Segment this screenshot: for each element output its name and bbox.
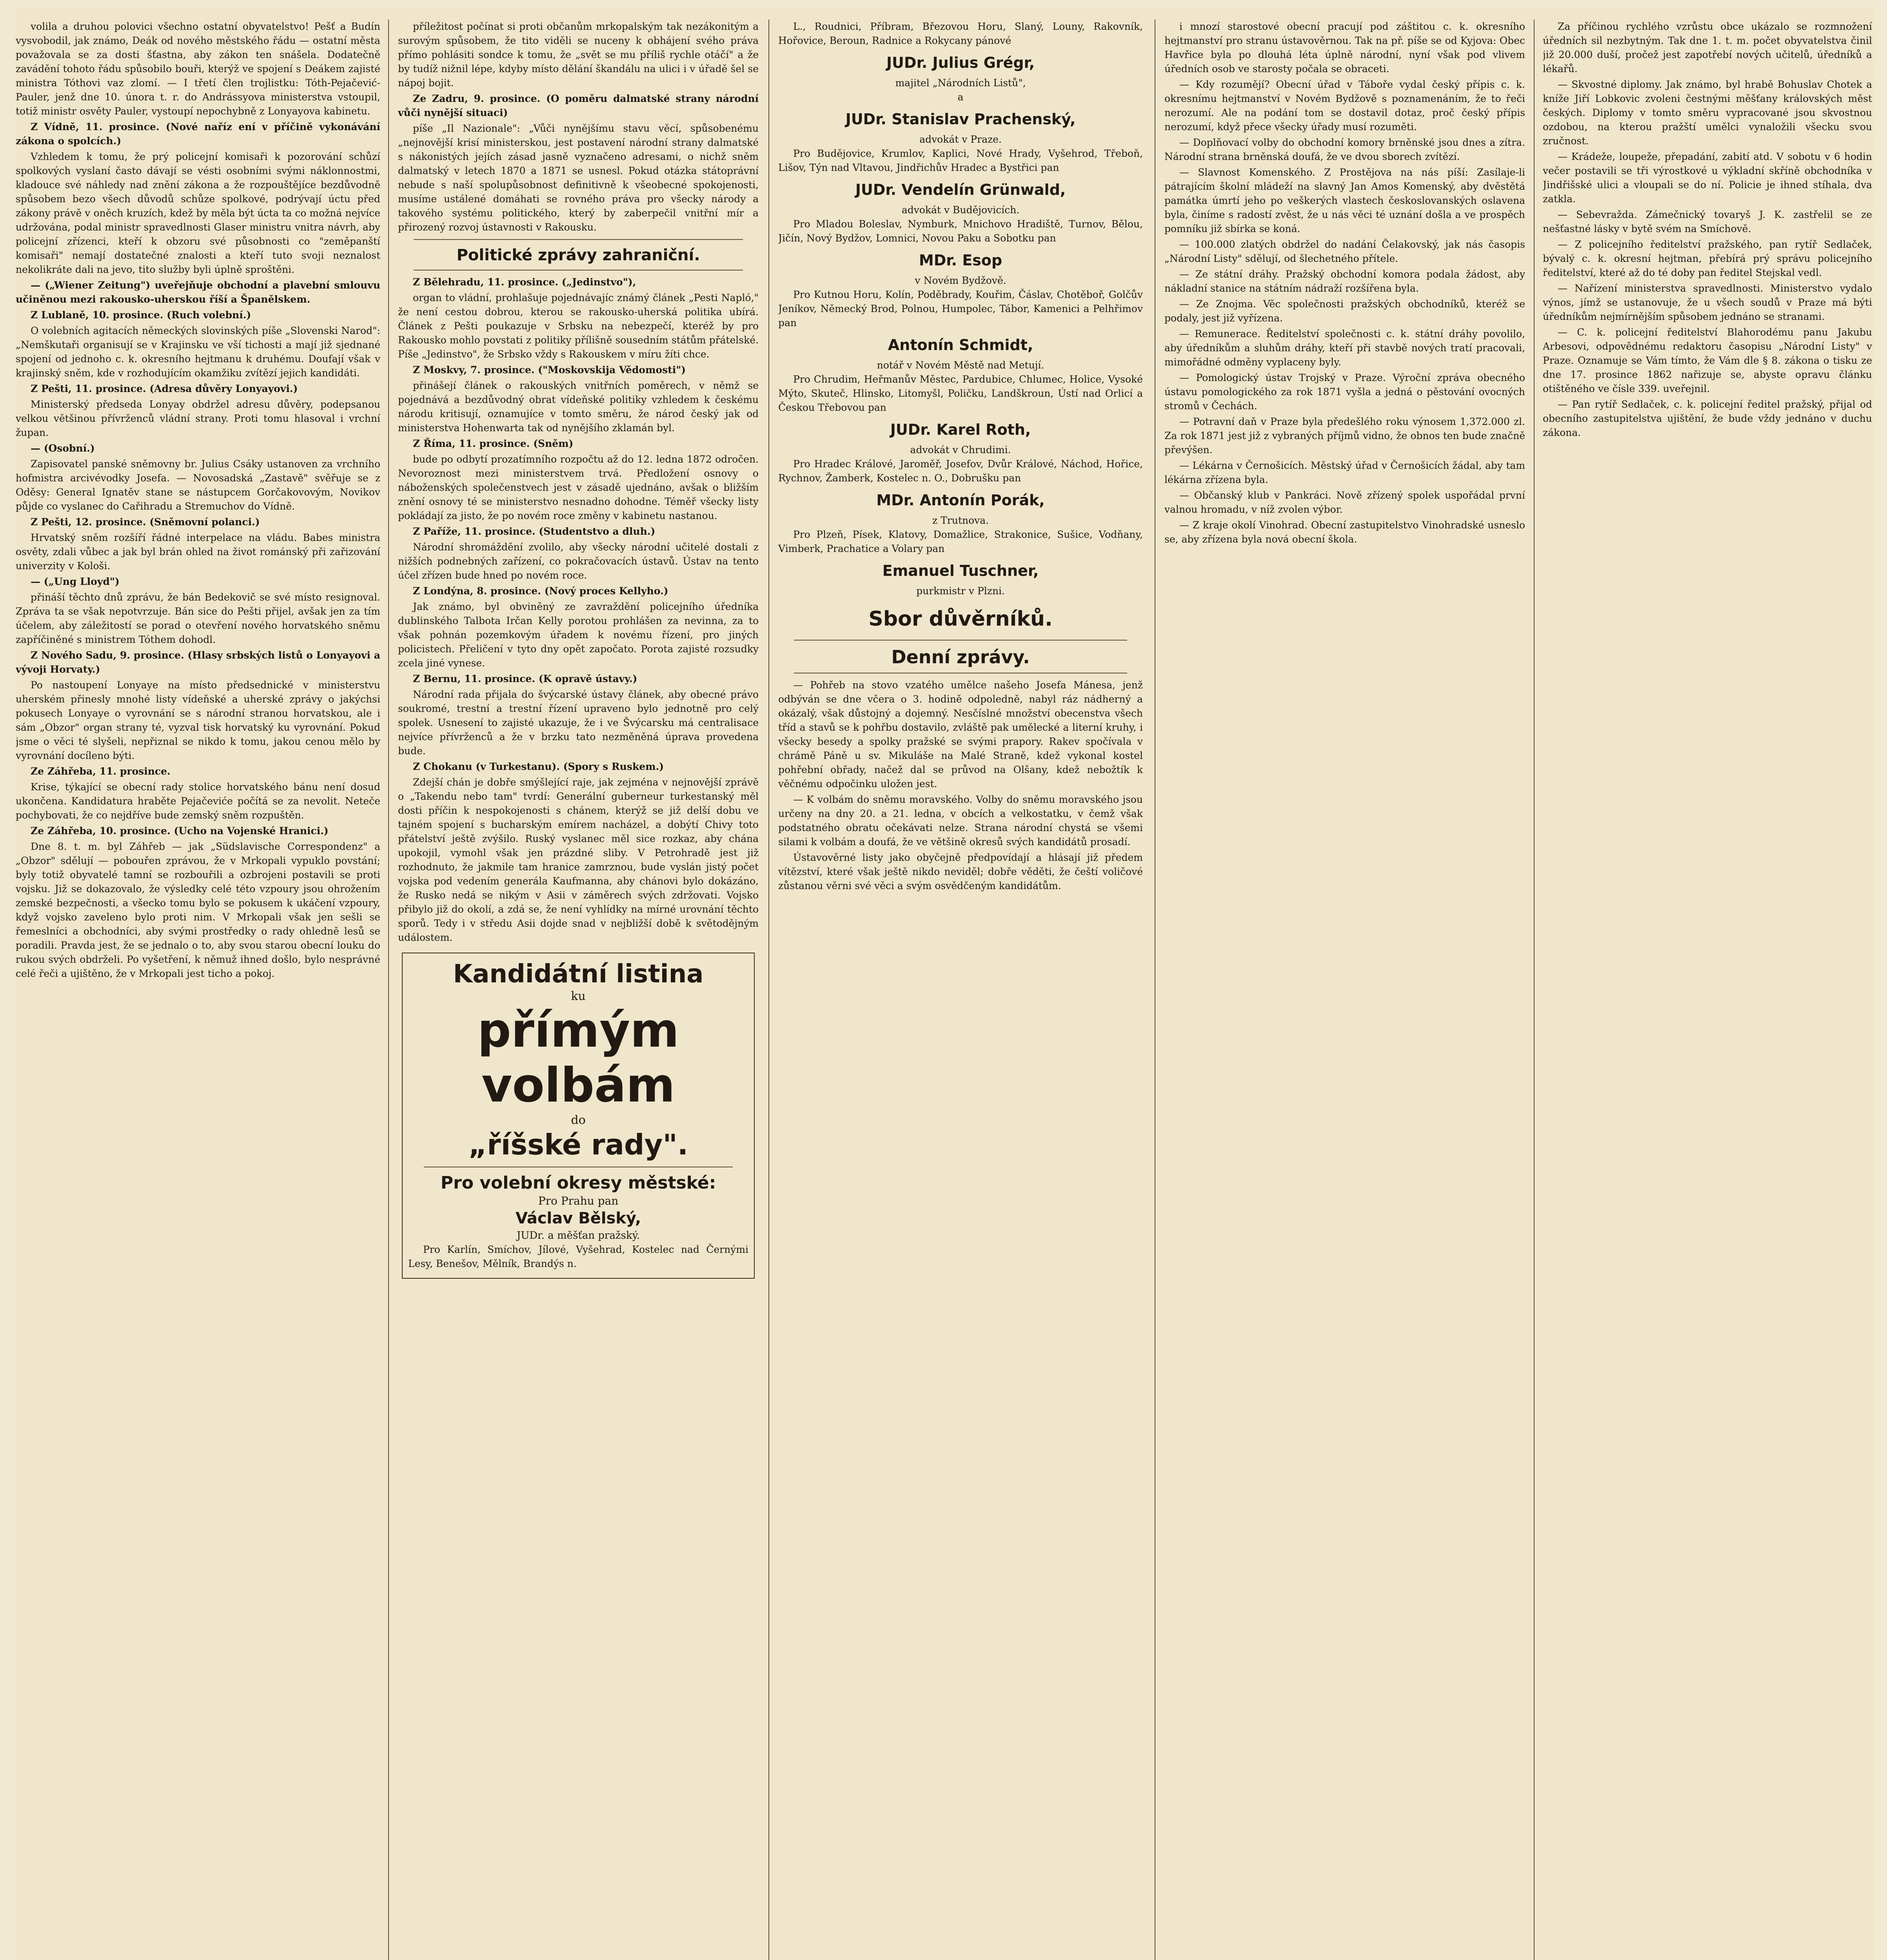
article-paragraph: — Doplňovací volby do obchodní komory brněnské jsou dnes a zítra. Národní strana brněnská doufá, že ve dvou sborech zvítězí. xyxy=(1164,137,1525,162)
article-heading: Z Pešti, 11. prosince. (Adresa důvěry Lonyayovi.) xyxy=(31,383,298,394)
candidate-list-headline: přímým volbám xyxy=(477,1004,679,1113)
candidate-title: advokát v Praze. xyxy=(919,134,1002,145)
candidate-districts: L., Roudnici, Příbram, Březovou Horu, Slaný, Louny, Rakovník, Hořovice, Beroun, Radnice a Rokycany pánové xyxy=(778,21,1143,46)
article-paragraph: příležitost počínat si proti občanům mrkopalským tak nezákonitým a surovým spůsobem, že tito viděli se nuceny k obhájení svého práva přímo pohlásiti sondce k tomu, že „svět se mu příliš rychle otáčí" a že by tudíž nižnil lépe, kdyby místo dělání škandálu na ulici i v úřadě šel se nápoj bojit. xyxy=(398,21,759,89)
candidate-list-ku: ku xyxy=(571,989,586,1003)
candidate-name: JUDr. Karel Roth, xyxy=(890,421,1031,438)
candidate-districts: Pro Chrudim, Heřmanův Městec, Pardubice, Chlumec, Holice, Vysoké Mýto, Skuteč, Hlinsko, Litomyšl, Poličku, Landškroun, Ústí nad Orlicí a Českou Třebovou pan xyxy=(778,374,1143,413)
article-paragraph: Ústavověrné listy jako obyčejně předpovídají a hlásají již předem vítězství, které však ještě nikdo neviděl; dobře věděti, že čeští voličové zůstanou věrni své věci a svým osvědčeným kandidátům. xyxy=(778,852,1143,891)
divider xyxy=(794,640,1127,641)
article-heading: Z Chokanu (v Turkestanu). (Spory s Ruskem.) xyxy=(413,761,664,772)
article-paragraph: — Pan rytíř Sedlaček, c. k. policejní ředitel pražský, přijal od obecního zastupitelstva ujištění, že bude vždy jednáno v duchu zákona. xyxy=(1543,399,1872,438)
article-paragraph: Ministerský předseda Lonyay obdržel adresu důvěry, podepsanou velkou většinou přívrženců vládní strany. Proti tomu hlasoval i vrchní župan. xyxy=(16,399,380,438)
article-paragraph: — K volbám do sněmu moravského. Volby do sněmu moravského jsou určeny na dny 20. a 21. ledna, v obcích a velkostatku, v čemž však podstatného obratu očekávati nelze. Strana národní chystá se všemi silami k volbám a doufá, že ve většině okresů svých kandidátů prosadí. xyxy=(778,794,1143,848)
candidate-districts: Pro Kutnou Horu, Kolín, Poděbrady, Kouřim, Čáslav, Chotěboř, Golčův Jeníkov, Německý Brod, Polnou, Humpolec, Tábor, Kamenici a Pelhřimov pan xyxy=(778,289,1143,328)
article-paragraph: — Nařízení ministerstva spravedlnosti. Ministerstvo vydalo výnos, jímž se ustanovuje, že u všech soudů v Praze má býti úředníkům nejmírnějším spůsobem jednáno se stranami. xyxy=(1543,283,1872,322)
candidate-list-do: do xyxy=(571,1113,586,1127)
candidate-name: JUDr. Stanislav Prachenský, xyxy=(845,111,1076,128)
article-paragraph: Zapisovatel panské sněmovny br. Julius Csáky ustanoven za vrchního hofmistra arcivévodky Josefa. — Novosadská „Zastavě" svěřuje se z Oděsy: General Ignatěv stane se nástupcem Gorčakovovým, Novikov půjde co vyslanec do Cařihradu a Stremuchov do Vídně. xyxy=(16,458,380,512)
article-paragraph: — Slavnost Komenského. Z Prostějova na nás píší: Zasílaje-li pátrajícím školní mládeží na slavný Jan Amos Komenský, aby dvěstětá památka úmrtí jeho po veškerých vlastech českoslovanských oslavena byla, činíme s radostí zvěst, že u nás věci té uznání došla a ve prospěch pomníku již sbírka se koná. xyxy=(1164,167,1525,234)
candidate-districts: Pro Hradec Králové, Jaroměř, Josefov, Dvůr Králové, Náchod, Hořice, Rychnov, Žamberk, Kostelec n. O., Dobrušku pan xyxy=(778,458,1143,484)
candidate-districts: Pro Mladou Boleslav, Nymburk, Mnichovo Hradiště, Turnov, Bělou, Jičín, Nový Bydžov, Lomnici, Novou Paku a Sobotku pan xyxy=(778,218,1143,244)
article-paragraph: Za příčinou rychlého vzrůstu obce ukázalo se rozmnožení úředních sil nezbytným. Tak dne 1. t. m. počet obyvatelstva činil již 20.000 duší, pročež jest zapotřebí nových učitelů, úředníků a lékařů. xyxy=(1543,21,1872,74)
candidate-districts: Pro Budějovice, Krumlov, Kaplici, Nové Hrady, Vyšehrod, Třeboň, Lišov, Týn nad Vltavou, Jindřichův Hradec a Bystřici pan xyxy=(778,148,1143,173)
candidate-districts: Pro Plzeň, Písek, Klatovy, Domažlice, Strakonice, Sušice, Vodňany, Vimberk, Prachatice a Volary pan xyxy=(778,529,1143,554)
article-paragraph: — 100.000 zlatých obdržel do nadání Čelakovský, jak nás časopis „Národní Listy" sdělují, od šlechetného přítele. xyxy=(1164,239,1525,264)
article-paragraph: — Potravní daň v Praze byla předešlého roku výnosem 1,372.000 zl. Za rok 1871 jest již z vybraných příjmů vidno, že obnos ten bude značně převýšen. xyxy=(1164,416,1525,456)
article-paragraph: — Z policejního ředitelství pražského, pan rytíř Sedlaček, bývalý c. k. okresní hejtman, přebírá prý správu policejního ředitelství, které až do té doby pan ředitel Stejskal vedl. xyxy=(1543,239,1872,278)
article-paragraph: přinášejí článek o rakouských vnitřních poměrech, v němž se pojednává a bezdůvodný obrat vídeňské politiky vzhledem k českému národu kritisují, oznamujíce v tomto směru, že národ český jak od ministerstva Hohenwarta tak od nynějšího zklamán byl. xyxy=(398,380,759,434)
article-heading: Z Nového Sadu, 9. prosince. (Hlasy srbských listů o Lonyayovi a vývoji Horvaty.) xyxy=(16,650,380,675)
candidate-title: purkmistr v Plzni. xyxy=(916,585,1005,597)
article-paragraph: volila a druhou polovici všechno ostatní obyvatelstvo! Pešť a Budín vysvobodil, jak známo, Deák od nového městského řádu — ostatní města považovala se za dosti šťastna, aby zákon ten snášela. Dodatečně zavádění tohoto řádu spůsobilo bouři, kterýž ve spojení s Deákem zajisté ministra Tóthovi vaz zlomí. — I třetí člen trojlistku: Tóth-Pejačević-Pauler, jenž dne 10. února t. r. do Andrássyova ministerstva vstoupil, totiž ministr osvěty Pauler, vystoupí nepochybně z Lonyayova kabinetu. xyxy=(16,21,380,117)
article-paragraph: — Remunerace. Ředitelství společnosti c. k. státní dráhy povolilo, aby úředníkům a sluhům dráhy, kteří při stavbě nových tratí pracovali, mimořádné odměny vyplaceny byly. xyxy=(1164,328,1525,368)
article-paragraph: Po nastoupení Lonyaye na místo předsednické v ministerstvu uherském přinesly mnohé listy vídeňské a uherské zprávy o jakýchsi pokusech Lonyaye o vyrovnání se s národní stranou horvatskou, ale i sám „Obzor" organ strany té, vyzval tisk horvatský ku vyrovnání. Pokud jsme o věci té slyšeli, nepřiznal se nikdo k tomu, jakou cenou mělo by vyrovnání docíleno býti. xyxy=(16,679,380,761)
article-heading: Z Vídně, 11. prosince. (Nové naříz ení v příčině vykonávání zákona o spolcích.) xyxy=(16,121,380,147)
candidate-title: majitel „Národních Listů", xyxy=(895,77,1026,89)
article-paragraph: — Skvostné diplomy. Jak známo, byl hrabě Bohuslav Chotek a kníže Jiří Lobkovic zvoleni čestnými měšťany královských měst českých. Diplomy v tomto směru vypracované jsou skvostnou ozdobou, na kterou pražští umělci vynaložili všecku svou zručnost. xyxy=(1543,79,1872,147)
article-paragraph: — Pomologický ústav Trojský v Praze. Výroční zpráva obecného ústavu pomologického za rok 1871 vyšla a jedná o pěstování ovocných stromů v Čechách. xyxy=(1164,372,1525,412)
article-paragraph: — Lékárna v Černošicích. Městský úřad v Černošicích žádal, aby tam lékárna zřízena byla. xyxy=(1164,460,1525,485)
article-paragraph: — Krádeže, loupeže, přepadání, zabití atd. V sobotu v 6 hodin večer postavili se tři výrostkové u výkladní skříně obchodníka v Jindřišské ulici a vloupali se do ní. Policie je ihned stíhala, dva zatkla. xyxy=(1543,151,1872,205)
candidate-list-subtitle: Pro volební okresy městské: xyxy=(440,1173,716,1193)
candidate-title: z Trutnova. xyxy=(932,515,989,526)
article-paragraph: — Občanský klub v Pankráci. Nově zřízený spolek uspořádal první valnou hromadu, v níž zvolen výbor. xyxy=(1164,490,1525,515)
column-4 xyxy=(1164,20,1525,1960)
article-paragraph: přináší těchto dnů zprávu, že bán Bedekovič se své místo resignoval. Zpráva ta se však nepotvrzuje. Bán sice do Pešti přijel, avšak jen za tím účelem, aby záležitostí se porad o otevření nového horvatského sněmu zapříčiněné s ministrem Tóthem dohodl. xyxy=(16,592,380,645)
candidate-intro: Pro Prahu pan xyxy=(538,1194,619,1207)
candidate-districts: Pro Karlín, Smíchov, Jílové, Vyšehrad, Kostelec nad Černými Lesy, Benešov, Mělník, Brandýs n. xyxy=(408,1244,748,1269)
article-heading: Z Bernu, 11. prosince. (K opravě ústavy.) xyxy=(413,673,637,684)
column-3 xyxy=(778,20,1143,1960)
article-heading: Z Lublaně, 10. prosince. (Ruch volební.) xyxy=(31,309,251,321)
article-paragraph: — C. k. policejní ředitelství Blahorodému panu Jakubu Arbesovi, odpovědnému redaktoru časopisu „Národní Listy" v Praze. Oznamuje se Vám tímto, že Vám dle § 8. zákona o tisku ze dne 17. prosince 1862 nařizuje se, abyste opravu článku otištěného ve čísle 339. uveřejnil. xyxy=(1543,327,1872,394)
section-title: Politické zprávy zahraniční. xyxy=(456,246,700,264)
candidate-name: Václav Bělský, xyxy=(515,1209,641,1227)
candidate-name: JUDr. Vendelín Grünwald, xyxy=(855,181,1066,198)
candidate-name: JUDr. Julius Grégr, xyxy=(886,54,1035,71)
section-title: Denní zprávy. xyxy=(891,646,1030,668)
article-paragraph: — Z kraje okolí Vinohrad. Obecní zastupitelstvo Vinohradské usneslo se, aby zřízena byla nová obecní škola. xyxy=(1164,519,1525,545)
article-paragraph: — Sebevražda. Zámečnický tovaryš J. K. zastřelil se ze nešťastné lásky v bytě svém na Smíchově. xyxy=(1543,209,1872,234)
article-heading: Ze Záhřeba, 10. prosince. (Ucho na Vojenské Hranici.) xyxy=(31,825,329,837)
candidate-title: advokát v Chrudimi. xyxy=(910,444,1011,456)
candidate-title: v Novém Bydžově. xyxy=(915,275,1006,286)
article-paragraph: — Ze státní dráhy. Pražský obchodní komora podala žádost, aby nákladní stanice na státním nádraží rozšířena byla. xyxy=(1164,269,1525,294)
article-heading: Z Pešti, 12. prosince. (Sněmovní polanci.) xyxy=(31,516,260,528)
candidate-name: MDr. Esop xyxy=(919,252,1003,269)
column-rule xyxy=(1534,20,1535,1960)
article-paragraph: i mnozí starostové obecní pracují pod záštitou c. k. okresního hejtmanství pro stranu ústavověrnou. Tak na př. píše se od Kyjova: Obec Havřice byla po dlouhá léta úplně národní, nyní však pod vlivem úředních osob ve starosty počala se obraceti. xyxy=(1164,21,1525,74)
column-1 xyxy=(16,20,380,1960)
column-rule xyxy=(768,20,769,1960)
candidate-list-council: „říšské rady". xyxy=(468,1128,688,1161)
article-paragraph: — Kdy rozumějí? Obecní úřad v Táboře vydal český přípis c. k. okresnímu hejtmanství v Novém Bydžově s poznamenáním, že to řeči nerozumí. Ale na podání tom se dostavil dotaz, proč český přípis nerozumí, když přece všecky úřady musí rozuměti. xyxy=(1164,79,1525,132)
article-paragraph: O volebních agitacích německých slovinských píše „Slovenski Narod": „Nemškutaři organisují se v Krajinsku ve vší tichosti a mají již sjednané spojení od jednoho c. k. okresního hejtmanu k druhému. Doufají však v krajinský sněm, kde v rozhodujícím okamžiku zvítězí jejich kandidáti. xyxy=(16,325,380,379)
article-heading: Z Londýna, 8. prosince. (Nový proces Kellyho.) xyxy=(413,585,668,597)
article-heading: Z Bělehradu, 11. prosince. („Jedinstvo"), xyxy=(413,276,636,288)
article-paragraph: Národní shromáždění zvolilo, aby všecky národní učitelé dostali z nižších podnebných zařízení, co pokračovacích ústavů. Ústav na tento účel zřízen bude hned po novém roce. xyxy=(398,541,759,581)
candidate-name: MDr. Antonín Porák, xyxy=(876,492,1045,509)
article-paragraph: Národní rada přijala do švýcarské ústavy článek, aby obecné právo soukromé, trestní a trestní řízení upraveno bylo jednotně pro celý spolek. Usnesení to zajisté ukazuje, že i ve Švýcarsku má centralisace nejvíce přívrženců a že v brzku tato nezměněná úprava provedena bude. xyxy=(398,689,759,757)
article-heading: Ze Záhřeba, 11. prosince. xyxy=(31,766,171,777)
article-paragraph: Jak známo, byl obviněný ze zavraždění policejního úředníka dublinského Talbota Irčan Kelly porotou prohlášen za nevinna, za to však pohnán pozemkovým úřadem k novému řízení, pro jiných policistech. Přeličení v tyto dny opět započato. Porota zajisté rozsudky zcela jiné vynese. xyxy=(398,601,759,669)
article-paragraph: Vzhledem k tomu, že prý policejní komisaři k pozorování schůzí spolkových vyslaní často dávají se vésti osobními svými náklonnostmi, kladouce své náhledy nad znění zákona a že rozpouštějíce bezdůvodně spůsobem bezo všech důvodů schůze spolkové, podrývají úctu před zákony právě v oněch kruzích, kdež by měla být úcta ta co možná nejvíce udržována, podal ministr spravedlnosti Glaser ministru vnitra návrh, aby policejní zřízenci, kteří k obzoru své působnosti co "zeměpanští komisaři" nemají dostatečné znalosti a kteří tuto svoji neznalost nekolikráte dali na jevo, tito služby byli úplně sproštěni. xyxy=(16,151,380,275)
article-heading: — (Osobní.) xyxy=(31,443,95,454)
article-heading: Z Paříže, 11. prosince. (Studentstvo a dluh.) xyxy=(413,526,656,537)
candidate-list-title: Kandidátní listina xyxy=(453,960,704,989)
candidate-title: JUDr. a měšťan pražský. xyxy=(516,1230,640,1241)
article-paragraph: — Ze Znojma. Věc společnosti pražských obchodníků, kteréž se podaly, jest již vyřízena. xyxy=(1164,298,1525,324)
divider xyxy=(414,239,743,240)
candidate-list-box xyxy=(402,953,755,1279)
article-paragraph: — Pohřeb na stovo vzatého umělce našeho Josefa Mánesa, jenž odbýván se dne včera o 3. hodině odpoledně, nabyl ráz nádherný a okázalý, však důstojný a dojemný. Nesčíslné množství obecenstva všech tříd a stavů se k pohřbu dostavilo, zvláště pak umělecké a literní kruhy, i všecky besedy a spolky pražské se svými prapory. Rakev spočívala v chrámě Páně u sv. Mikuláše na Malé Straně, kdež vykonal kostel pohřební obřady, načež dal se průvod na Olšany, kdež nebožtík k věčnému odpočinku uložen jest. xyxy=(778,679,1143,789)
article-paragraph: organ to vládní, prohlašuje pojednávajíc známý článek „Pesti Napló," že není cestou dobrou, kterou se rakousko-uherská politika ubírá. Článek z Pešti poukazuje v Srbsku na nebezpečí, kteréž by pro Rakousko mohlo povstati z politiky přílišně sousedním státům přátelské. Píše „Jedinstvo", že Srbsko vždy s Rakouskem v míru žíti chce. xyxy=(398,292,759,360)
article-paragraph: Zdejší chán je dobře smýšlející raje, jak zejména v nejnovější zprávě o „Takendu nebo tam" tvrdí: Generální guberneur turkestanský měl dosti příčin k nespokojenosti s chánem, kterýž se již delší dobu ve tajném spojení s bucharským emírem nacházel, a dobýtí Chivy toto přátelství ještě zvýšilo. Ruský vyslanec měl sice rozkaz, aby chána upokojil, vymohl však jen prázdné sliby. V Petrohradě jest již rozhodnuto, že jakmile tam hranice zamrznou, bude vyslán jistý počet vojska pod vedením generála Kaufmanna, aby chánovi bylo dokázáno, že Rusko nedá se nikým v Asii v záměrech svých zdržovati. Vojsko přibylo již do okolí, a zdá se, že není vyhlídky na mírné urovnání těchto sporů. Tedy i v středu Asii dojde snad v nejbližší době k světodějným událostem. xyxy=(398,777,759,943)
newspaper-page xyxy=(16,8,1874,1960)
article-heading: Z Říma, 11. prosince. (Sněm) xyxy=(413,438,574,449)
candidate-title: notář v Novém Městě nad Metují. xyxy=(877,359,1044,371)
column-2 xyxy=(398,20,759,1960)
article-heading: — („Ung Lloyd") xyxy=(31,576,120,587)
article-heading: Ze Zadru, 9. prosince. (O poměru dalmatské strany národní vůči nynější situaci) xyxy=(398,93,759,118)
candidate-title: advokát v Budějovicích. xyxy=(901,204,1020,216)
article-heading: — („Wiener Zeitung") uveřejňuje obchodní a plavební smlouvu učiněnou mezi rakousko-uherskou říší a Španělskem. xyxy=(16,279,380,305)
candidate-name: Antonín Schmidt, xyxy=(888,336,1033,354)
committee-signature: Sbor důvěrníků. xyxy=(868,607,1053,631)
article-paragraph: bude po odbytí prozatímního rozpočtu až do 12. ledna 1872 odročen. Nevoroznost mezi ministerstvem trvá. Předložení osnovy o náboženských společenstvech jest v zásadě ujednáno, avšak o bližším znění osnovy té se ministerstvo nesnadno dohodne. Téměř všecky listy pokládají za jisto, že po novém roce změny v kabinetu nastanou. xyxy=(398,454,759,521)
article-paragraph: píše „Il Nazionale": „Vůči nynějšímu stavu věcí, spůsobenému „nejnovější krisí ministerskou, jest postavení národní strany dalmatské s nákonistých jejích zásad jasně vyznačeno adresami, o nichž sněm dalmatský v letech 1870 a 1871 se usnesl. Pokud otázka státoprávní nebude s naší spolupůsobnost definitivně k všeobecné spokojenosti, musíme ustálené domáhati se rovného práva pro všecky národy a takového systému politického, který by zaberpečil vnitřní mír a přirozený rozvoj ústavnosti v Rakousku. xyxy=(398,123,759,233)
article-paragraph: Hrvatský sněm rozšíří řádné interpelace na vládu. Babes ministra osvěty, zdali vůbec a jak byl brán ohled na život románský při zařizování univerzity v Kološi. xyxy=(16,532,380,572)
article-paragraph: Krise, týkající se obecní rady stolice horvatského bánu není dosud ukončena. Kandidatura hraběte Pejačeviće počítá se za nevolit. Neteče pochybovati, že co nejdříve bude zemský sněm rozpuštěn. xyxy=(16,781,380,821)
candidate-name: Emanuel Tuschner, xyxy=(882,562,1039,579)
column-rule xyxy=(388,20,389,1960)
article-heading: Z Moskvy, 7. prosince. ("Moskovskija Vědomosti") xyxy=(413,364,686,376)
conjunction: a xyxy=(957,91,964,103)
article-paragraph: Dne 8. t. m. byl Záhřeb — jak „Südslavische Correspondenz" a „Obzor" sdělují — pobouřen zprávou, že v Mrkopali vypuklo povstání; byly totiž obyvatelé tamní se rozbouřili a ozbrojeni postavili se proti vojsku. Již se dokazovalo, že výsledky celé této vzpoury jsou ohrožením zemské bezpečnosti, a všecko tomu bylo se pokusem k ukáčení vzpoury, když vojsko zaveleno bylo proti nim. V Mrkopali však jen sešli se řemeslníci a obchodníci, aby svými prostředky o rady ohledně lesů se poradili. Pravda jest, že se jednalo o to, aby svou starou obecní louku do rukou svých obdrželi. Po vyšetření, k němuž ihned došlo, bylo nesprávné celé řeči a ujištěno, že v Mrkopali jest ticho a pokoj. xyxy=(16,841,380,979)
column-5 xyxy=(1543,20,1872,1960)
